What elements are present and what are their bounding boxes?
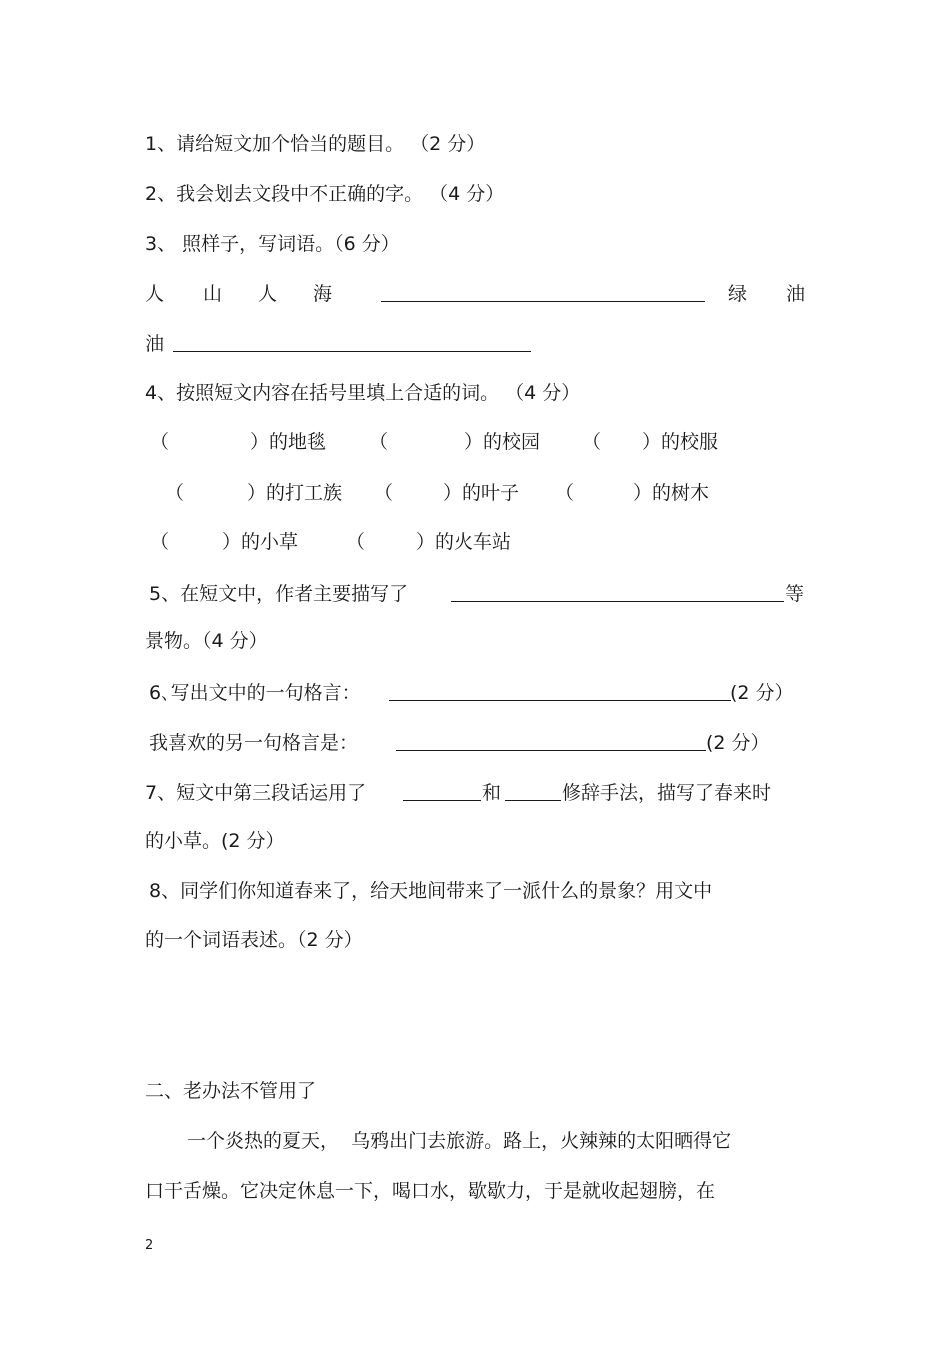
q8-text: 8、同学们你知道春来了，给天地间带来了一派什么的景象？用文中 [149,880,713,902]
answer-blank[interactable] [403,800,481,801]
q3-word2-end: 油 [145,333,165,355]
paragraph-line: 口干舌燥。它决定休息一下，喝口水，歇歇力，于是就收起翅膀，在 [145,1180,716,1202]
q5-text: 等 [785,583,805,605]
q6-points: (2 分） [706,732,770,754]
paren-item: ）的叶子 [443,482,520,504]
q7-text: 和 [482,782,502,804]
q6-text: 6､写出文中的一句格言： [149,682,361,704]
paren-open: （ [374,482,394,504]
q2: 2、我会划去文段中不正确的字。 （4 分） [145,183,505,205]
answer-blank[interactable] [173,351,531,352]
answer-blank[interactable] [389,700,731,701]
q7-text: 的小草。(2 分） [145,830,285,852]
q8-text: 的一个词语表述。（2 分） [145,929,363,951]
answer-blank[interactable] [381,301,705,302]
paren-item: ）的校园 [464,431,541,453]
q5-text: 景物。（4 分） [145,630,268,652]
paren-open: （ [555,482,575,504]
paren-item: ）的地毯 [250,431,327,453]
q5-text: 5、在短文中，作者主要描写了 [149,583,409,605]
q3-word2-char: 油 [786,283,806,305]
q3-word1-char: 人 [258,283,278,305]
paren-open: （ [150,431,170,453]
q3-word1-char: 海 [313,283,333,305]
answer-blank[interactable] [505,800,561,801]
paren-item: ）的校服 [642,431,719,453]
paren-open: （ [150,531,170,553]
section-heading: 二、老办法不管用了 [145,1080,317,1102]
q3-word1-char: 山 [203,283,223,305]
paren-open: （ [582,431,602,453]
q3: 3、 照样子，写词语。（6 分） [145,233,400,255]
page-number: 2 [145,1238,154,1253]
q6-text: 我喜欢的另一句格言是： [149,732,359,754]
q3-word1-char: 人 [145,283,165,305]
paren-open: （ [346,531,366,553]
answer-blank[interactable] [396,750,706,751]
paren-item: ）的火车站 [416,531,512,553]
q4: 4、按照短文内容在括号里填上合适的词。 （4 分） [145,382,581,404]
paragraph-line: 一个炎热的夏天， 乌鸦出门去旅游。路上，火辣辣的太阳晒得它 [187,1130,732,1152]
q1: 1、请给短文加个恰当的题目。 （2 分） [145,133,486,155]
answer-blank[interactable] [451,601,784,602]
paren-item: ）的树木 [633,482,710,504]
q7-text: 修辞手法，描写了春来时 [562,782,772,804]
q6-points: (2 分） [730,682,794,704]
paren-item: ）的小草 [222,531,299,553]
paren-open: （ [165,482,185,504]
paren-open: （ [369,431,389,453]
q7-text: 7、短文中第三段话运用了 [145,782,367,804]
q3-word2-char: 绿 [728,283,748,305]
paren-item: ）的打工族 [247,482,343,504]
